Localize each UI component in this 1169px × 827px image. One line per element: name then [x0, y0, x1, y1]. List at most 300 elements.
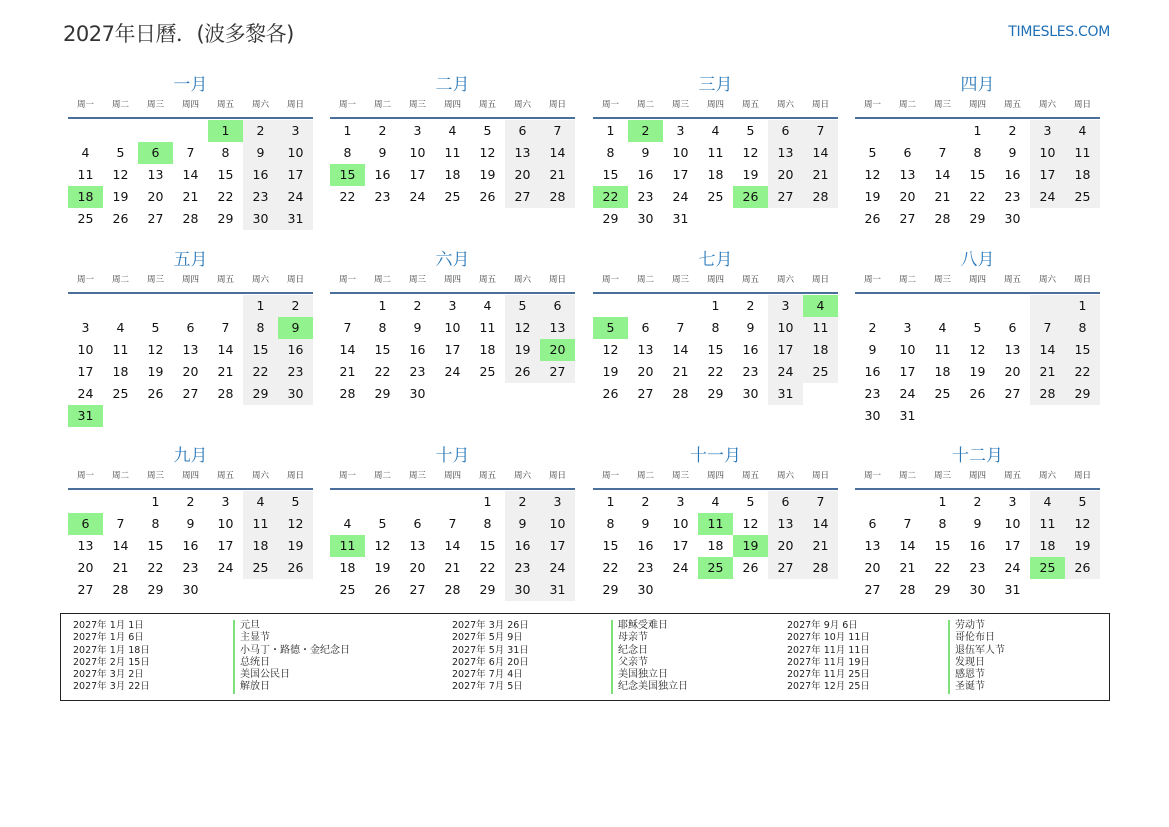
day-cell[interactable]: 27 [768, 557, 803, 579]
day-cell[interactable]: 30 [409, 386, 426, 401]
day-cell[interactable]: 31 [68, 405, 103, 427]
day-cell[interactable]: 19 [479, 167, 496, 182]
day-cell[interactable]: 20 [182, 364, 199, 379]
day-cell[interactable]: 25 [479, 364, 496, 379]
day-cell[interactable]: 8 [151, 516, 160, 531]
day-cell[interactable]: 17 [77, 364, 94, 379]
day-cell[interactable]: 24 [768, 361, 803, 383]
day-cell[interactable]: 15 [479, 538, 496, 553]
day-cell[interactable]: 28 [339, 386, 356, 401]
day-cell[interactable]: 25 [803, 361, 838, 383]
day-cell[interactable]: 7 [448, 516, 457, 531]
day-cell[interactable]: 23 [1004, 189, 1021, 204]
day-cell[interactable]: 22 [593, 186, 628, 208]
day-cell[interactable]: 22 [707, 364, 724, 379]
day-cell[interactable]: 21 [112, 560, 129, 575]
day-cell[interactable]: 14 [672, 342, 689, 357]
day-cell[interactable]: 14 [182, 167, 199, 182]
day-cell[interactable]: 6 [1008, 320, 1017, 335]
day-cell[interactable]: 5 [746, 123, 755, 138]
day-cell[interactable]: 14 [540, 142, 575, 164]
day-cell[interactable]: 16 [742, 342, 759, 357]
day-cell[interactable]: 21 [217, 364, 234, 379]
day-cell[interactable]: 26 [864, 211, 881, 226]
day-cell[interactable]: 7 [803, 120, 838, 142]
day-cell[interactable]: 11 [479, 320, 496, 335]
day-cell[interactable]: 3 [540, 491, 575, 513]
day-cell[interactable]: 22 [1065, 361, 1100, 383]
day-cell[interactable]: 17 [444, 342, 461, 357]
day-cell[interactable]: 29 [243, 383, 278, 405]
day-cell[interactable]: 13 [1004, 342, 1021, 357]
day-cell[interactable]: 20 [505, 164, 540, 186]
day-cell[interactable]: 7 [803, 491, 838, 513]
day-cell[interactable]: 16 [1004, 167, 1021, 182]
day-cell[interactable]: 26 [1065, 557, 1100, 579]
day-cell[interactable]: 6 [641, 320, 650, 335]
day-cell[interactable]: 25 [444, 189, 461, 204]
day-cell[interactable]: 6 [868, 516, 877, 531]
day-cell[interactable]: 1 [938, 494, 947, 509]
day-cell[interactable]: 3 [768, 295, 803, 317]
day-cell[interactable]: 19 [374, 560, 391, 575]
day-cell[interactable]: 20 [864, 560, 881, 575]
day-cell[interactable]: 2 [186, 494, 195, 509]
day-cell[interactable]: 22 [479, 560, 496, 575]
day-cell[interactable]: 8 [378, 320, 387, 335]
day-cell[interactable]: 10 [1004, 516, 1021, 531]
day-cell[interactable]: 27 [1004, 386, 1021, 401]
day-cell[interactable]: 1 [378, 298, 387, 313]
day-cell[interactable]: 18 [803, 339, 838, 361]
day-cell[interactable]: 18 [1030, 535, 1065, 557]
day-cell[interactable]: 13 [147, 167, 164, 182]
day-cell[interactable]: 11 [698, 513, 733, 535]
day-cell[interactable]: 9 [243, 142, 278, 164]
day-cell[interactable]: 7 [903, 516, 912, 531]
day-cell[interactable]: 10 [899, 342, 916, 357]
day-cell[interactable]: 17 [409, 167, 426, 182]
day-cell[interactable]: 5 [378, 516, 387, 531]
day-cell[interactable]: 21 [1030, 361, 1065, 383]
day-cell[interactable]: 29 [479, 582, 496, 597]
day-cell[interactable]: 17 [672, 167, 689, 182]
day-cell[interactable]: 22 [339, 189, 356, 204]
day-cell[interactable]: 21 [803, 164, 838, 186]
day-cell[interactable]: 27 [182, 386, 199, 401]
day-cell[interactable]: 24 [444, 364, 461, 379]
day-cell[interactable]: 10 [278, 142, 313, 164]
day-cell[interactable]: 28 [934, 211, 951, 226]
day-cell[interactable]: 13 [505, 142, 540, 164]
day-cell[interactable]: 25 [339, 582, 356, 597]
day-cell[interactable]: 17 [1004, 538, 1021, 553]
day-cell[interactable]: 16 [637, 538, 654, 553]
day-cell[interactable]: 30 [243, 208, 278, 230]
day-cell[interactable]: 17 [672, 538, 689, 553]
day-cell[interactable]: 1 [606, 494, 615, 509]
day-cell[interactable]: 22 [374, 364, 391, 379]
day-cell[interactable]: 5 [151, 320, 160, 335]
day-cell[interactable]: 15 [934, 538, 951, 553]
day-cell[interactable]: 27 [768, 186, 803, 208]
day-cell[interactable]: 5 [1065, 491, 1100, 513]
day-cell[interactable]: 28 [1030, 383, 1065, 405]
day-cell[interactable]: 8 [938, 516, 947, 531]
day-cell[interactable]: 6 [413, 516, 422, 531]
day-cell[interactable]: 3 [1008, 494, 1017, 509]
day-cell[interactable]: 29 [1065, 383, 1100, 405]
day-cell[interactable]: 20 [1004, 364, 1021, 379]
day-cell[interactable]: 30 [182, 582, 199, 597]
day-cell[interactable]: 4 [938, 320, 947, 335]
day-cell[interactable]: 21 [339, 364, 356, 379]
day-cell[interactable]: 15 [602, 538, 619, 553]
day-cell[interactable]: 20 [637, 364, 654, 379]
day-cell[interactable]: 19 [733, 535, 768, 557]
day-cell[interactable]: 13 [540, 317, 575, 339]
day-cell[interactable]: 11 [934, 342, 951, 357]
day-cell[interactable]: 23 [409, 364, 426, 379]
day-cell[interactable]: 23 [182, 560, 199, 575]
day-cell[interactable]: 26 [602, 386, 619, 401]
day-cell[interactable]: 14 [934, 167, 951, 182]
day-cell[interactable]: 23 [243, 186, 278, 208]
day-cell[interactable]: 11 [1030, 513, 1065, 535]
day-cell[interactable]: 15 [374, 342, 391, 357]
day-cell[interactable]: 10 [1030, 142, 1065, 164]
day-cell[interactable]: 30 [969, 582, 986, 597]
day-cell[interactable]: 26 [733, 186, 768, 208]
day-cell[interactable]: 8 [973, 145, 982, 160]
day-cell[interactable]: 5 [973, 320, 982, 335]
day-cell[interactable]: 2 [378, 123, 387, 138]
day-cell[interactable]: 21 [444, 560, 461, 575]
day-cell[interactable]: 25 [934, 386, 951, 401]
day-cell[interactable]: 5 [746, 494, 755, 509]
day-cell[interactable]: 13 [899, 167, 916, 182]
day-cell[interactable]: 29 [602, 211, 619, 226]
day-cell[interactable]: 2 [628, 120, 663, 142]
day-cell[interactable]: 6 [505, 120, 540, 142]
site-link[interactable]: TIMESLES.COM [1008, 24, 1110, 40]
day-cell[interactable]: 21 [540, 164, 575, 186]
day-cell[interactable]: 9 [505, 513, 540, 535]
day-cell[interactable]: 24 [278, 186, 313, 208]
day-cell[interactable]: 20 [540, 339, 575, 361]
day-cell[interactable]: 16 [278, 339, 313, 361]
day-cell[interactable]: 15 [707, 342, 724, 357]
day-cell[interactable]: 2 [973, 494, 982, 509]
day-cell[interactable]: 3 [81, 320, 90, 335]
day-cell[interactable]: 14 [339, 342, 356, 357]
day-cell[interactable]: 5 [116, 145, 125, 160]
day-cell[interactable]: 15 [1065, 339, 1100, 361]
day-cell[interactable]: 5 [278, 491, 313, 513]
day-cell[interactable]: 29 [217, 211, 234, 226]
day-cell[interactable]: 12 [147, 342, 164, 357]
day-cell[interactable]: 9 [641, 516, 650, 531]
day-cell[interactable]: 26 [479, 189, 496, 204]
day-cell[interactable]: 13 [182, 342, 199, 357]
day-cell[interactable]: 12 [742, 516, 759, 531]
day-cell[interactable]: 14 [112, 538, 129, 553]
day-cell[interactable]: 30 [864, 408, 881, 423]
day-cell[interactable]: 20 [77, 560, 94, 575]
day-cell[interactable]: 28 [540, 186, 575, 208]
day-cell[interactable]: 28 [112, 582, 129, 597]
day-cell[interactable]: 18 [934, 364, 951, 379]
day-cell[interactable]: 4 [243, 491, 278, 513]
day-cell[interactable]: 4 [116, 320, 125, 335]
day-cell[interactable]: 17 [768, 339, 803, 361]
day-cell[interactable]: 9 [1008, 145, 1017, 160]
day-cell[interactable]: 16 [182, 538, 199, 553]
day-cell[interactable]: 12 [742, 145, 759, 160]
day-cell[interactable]: 19 [602, 364, 619, 379]
day-cell[interactable]: 14 [444, 538, 461, 553]
day-cell[interactable]: 21 [803, 535, 838, 557]
day-cell[interactable]: 1 [208, 120, 243, 142]
day-cell[interactable]: 11 [243, 513, 278, 535]
day-cell[interactable]: 10 [409, 145, 426, 160]
day-cell[interactable]: 6 [768, 120, 803, 142]
day-cell[interactable]: 26 [147, 386, 164, 401]
day-cell[interactable]: 16 [374, 167, 391, 182]
day-cell[interactable]: 27 [147, 211, 164, 226]
day-cell[interactable]: 20 [899, 189, 916, 204]
day-cell[interactable]: 4 [483, 298, 492, 313]
day-cell[interactable]: 29 [969, 211, 986, 226]
day-cell[interactable]: 12 [112, 167, 129, 182]
day-cell[interactable]: 9 [186, 516, 195, 531]
day-cell[interactable]: 21 [672, 364, 689, 379]
day-cell[interactable]: 4 [711, 123, 720, 138]
day-cell[interactable]: 27 [409, 582, 426, 597]
day-cell[interactable]: 14 [217, 342, 234, 357]
day-cell[interactable]: 10 [217, 516, 234, 531]
day-cell[interactable]: 4 [803, 295, 838, 317]
day-cell[interactable]: 21 [182, 189, 199, 204]
day-cell[interactable]: 17 [217, 538, 234, 553]
day-cell[interactable]: 17 [540, 535, 575, 557]
day-cell[interactable]: 1 [151, 494, 160, 509]
day-cell[interactable]: 9 [413, 320, 422, 335]
day-cell[interactable]: 28 [899, 582, 916, 597]
day-cell[interactable]: 12 [278, 513, 313, 535]
day-cell[interactable]: 25 [243, 557, 278, 579]
day-cell[interactable]: 25 [707, 189, 724, 204]
day-cell[interactable]: 31 [672, 211, 689, 226]
day-cell[interactable]: 10 [540, 513, 575, 535]
day-cell[interactable]: 24 [1030, 186, 1065, 208]
day-cell[interactable]: 5 [505, 295, 540, 317]
day-cell[interactable]: 25 [1065, 186, 1100, 208]
day-cell[interactable]: 22 [969, 189, 986, 204]
day-cell[interactable]: 24 [672, 560, 689, 575]
day-cell[interactable]: 12 [505, 317, 540, 339]
day-cell[interactable]: 11 [330, 535, 365, 557]
day-cell[interactable]: 29 [602, 582, 619, 597]
day-cell[interactable]: 15 [969, 167, 986, 182]
day-cell[interactable]: 28 [182, 211, 199, 226]
day-cell[interactable]: 8 [606, 516, 615, 531]
day-cell[interactable]: 7 [343, 320, 352, 335]
day-cell[interactable]: 8 [1065, 317, 1100, 339]
day-cell[interactable]: 6 [68, 513, 103, 535]
day-cell[interactable]: 4 [711, 494, 720, 509]
day-cell[interactable]: 19 [1065, 535, 1100, 557]
day-cell[interactable]: 13 [77, 538, 94, 553]
day-cell[interactable]: 20 [409, 560, 426, 575]
day-cell[interactable]: 30 [1004, 211, 1021, 226]
day-cell[interactable]: 3 [278, 120, 313, 142]
day-cell[interactable]: 19 [147, 364, 164, 379]
day-cell[interactable]: 24 [217, 560, 234, 575]
day-cell[interactable]: 23 [637, 189, 654, 204]
day-cell[interactable]: 1 [343, 123, 352, 138]
day-cell[interactable]: 1 [1065, 295, 1100, 317]
day-cell[interactable]: 12 [479, 145, 496, 160]
day-cell[interactable]: 29 [934, 582, 951, 597]
day-cell[interactable]: 22 [243, 361, 278, 383]
day-cell[interactable]: 16 [637, 167, 654, 182]
day-cell[interactable]: 10 [672, 516, 689, 531]
day-cell[interactable]: 19 [112, 189, 129, 204]
day-cell[interactable]: 25 [698, 557, 733, 579]
day-cell[interactable]: 30 [637, 582, 654, 597]
day-cell[interactable]: 24 [409, 189, 426, 204]
day-cell[interactable]: 24 [899, 386, 916, 401]
day-cell[interactable]: 15 [147, 538, 164, 553]
day-cell[interactable]: 11 [444, 145, 461, 160]
day-cell[interactable]: 15 [217, 167, 234, 182]
day-cell[interactable]: 18 [707, 167, 724, 182]
day-cell[interactable]: 18 [479, 342, 496, 357]
day-cell[interactable]: 24 [540, 557, 575, 579]
day-cell[interactable]: 3 [413, 123, 422, 138]
day-cell[interactable]: 19 [278, 535, 313, 557]
day-cell[interactable]: 13 [864, 538, 881, 553]
day-cell[interactable]: 19 [505, 339, 540, 361]
day-cell[interactable]: 9 [746, 320, 755, 335]
day-cell[interactable]: 22 [934, 560, 951, 575]
day-cell[interactable]: 14 [1030, 339, 1065, 361]
day-cell[interactable]: 31 [768, 383, 803, 405]
day-cell[interactable]: 4 [1030, 491, 1065, 513]
day-cell[interactable]: 17 [278, 164, 313, 186]
day-cell[interactable]: 21 [899, 560, 916, 575]
day-cell[interactable]: 28 [444, 582, 461, 597]
day-cell[interactable]: 31 [899, 408, 916, 423]
day-cell[interactable]: 12 [374, 538, 391, 553]
day-cell[interactable]: 3 [676, 494, 685, 509]
day-cell[interactable]: 27 [637, 386, 654, 401]
day-cell[interactable]: 10 [77, 342, 94, 357]
day-cell[interactable]: 28 [672, 386, 689, 401]
day-cell[interactable]: 18 [339, 560, 356, 575]
day-cell[interactable]: 23 [742, 364, 759, 379]
day-cell[interactable]: 7 [938, 145, 947, 160]
day-cell[interactable]: 13 [637, 342, 654, 357]
day-cell[interactable]: 18 [68, 186, 103, 208]
day-cell[interactable]: 11 [112, 342, 129, 357]
day-cell[interactable]: 19 [969, 364, 986, 379]
day-cell[interactable]: 22 [602, 560, 619, 575]
day-cell[interactable]: 4 [343, 516, 352, 531]
day-cell[interactable]: 2 [505, 491, 540, 513]
day-cell[interactable]: 9 [868, 342, 877, 357]
day-cell[interactable]: 7 [116, 516, 125, 531]
day-cell[interactable]: 17 [1030, 164, 1065, 186]
day-cell[interactable]: 16 [409, 342, 426, 357]
day-cell[interactable]: 19 [864, 189, 881, 204]
day-cell[interactable]: 9 [973, 516, 982, 531]
day-cell[interactable]: 5 [593, 317, 628, 339]
day-cell[interactable]: 18 [707, 538, 724, 553]
day-cell[interactable]: 8 [221, 145, 230, 160]
day-cell[interactable]: 3 [1030, 120, 1065, 142]
day-cell[interactable]: 15 [330, 164, 365, 186]
day-cell[interactable]: 14 [803, 142, 838, 164]
day-cell[interactable]: 8 [343, 145, 352, 160]
day-cell[interactable]: 27 [77, 582, 94, 597]
day-cell[interactable]: 19 [742, 167, 759, 182]
day-cell[interactable]: 23 [505, 557, 540, 579]
day-cell[interactable]: 26 [969, 386, 986, 401]
day-cell[interactable]: 18 [1065, 164, 1100, 186]
day-cell[interactable]: 3 [903, 320, 912, 335]
day-cell[interactable]: 1 [973, 123, 982, 138]
day-cell[interactable]: 26 [374, 582, 391, 597]
day-cell[interactable]: 16 [969, 538, 986, 553]
day-cell[interactable]: 23 [374, 189, 391, 204]
day-cell[interactable]: 9 [641, 145, 650, 160]
day-cell[interactable]: 3 [221, 494, 230, 509]
day-cell[interactable]: 25 [77, 211, 94, 226]
day-cell[interactable]: 28 [803, 557, 838, 579]
day-cell[interactable]: 30 [742, 386, 759, 401]
day-cell[interactable]: 2 [278, 295, 313, 317]
day-cell[interactable]: 1 [243, 295, 278, 317]
day-cell[interactable]: 7 [540, 120, 575, 142]
day-cell[interactable]: 26 [278, 557, 313, 579]
day-cell[interactable]: 18 [243, 535, 278, 557]
day-cell[interactable]: 8 [243, 317, 278, 339]
day-cell[interactable]: 28 [803, 186, 838, 208]
day-cell[interactable]: 7 [1030, 317, 1065, 339]
day-cell[interactable]: 26 [742, 560, 759, 575]
day-cell[interactable]: 17 [899, 364, 916, 379]
day-cell[interactable]: 16 [864, 364, 881, 379]
day-cell[interactable]: 6 [768, 491, 803, 513]
day-cell[interactable]: 25 [112, 386, 129, 401]
day-cell[interactable]: 27 [540, 361, 575, 383]
day-cell[interactable]: 26 [112, 211, 129, 226]
day-cell[interactable]: 12 [602, 342, 619, 357]
day-cell[interactable]: 6 [903, 145, 912, 160]
day-cell[interactable]: 25 [1030, 557, 1065, 579]
day-cell[interactable]: 23 [969, 560, 986, 575]
day-cell[interactable]: 4 [81, 145, 90, 160]
day-cell[interactable]: 10 [444, 320, 461, 335]
day-cell[interactable]: 5 [483, 123, 492, 138]
day-cell[interactable]: 1 [483, 494, 492, 509]
day-cell[interactable]: 3 [448, 298, 457, 313]
day-cell[interactable]: 2 [868, 320, 877, 335]
day-cell[interactable]: 11 [1065, 142, 1100, 164]
day-cell[interactable]: 2 [641, 494, 650, 509]
